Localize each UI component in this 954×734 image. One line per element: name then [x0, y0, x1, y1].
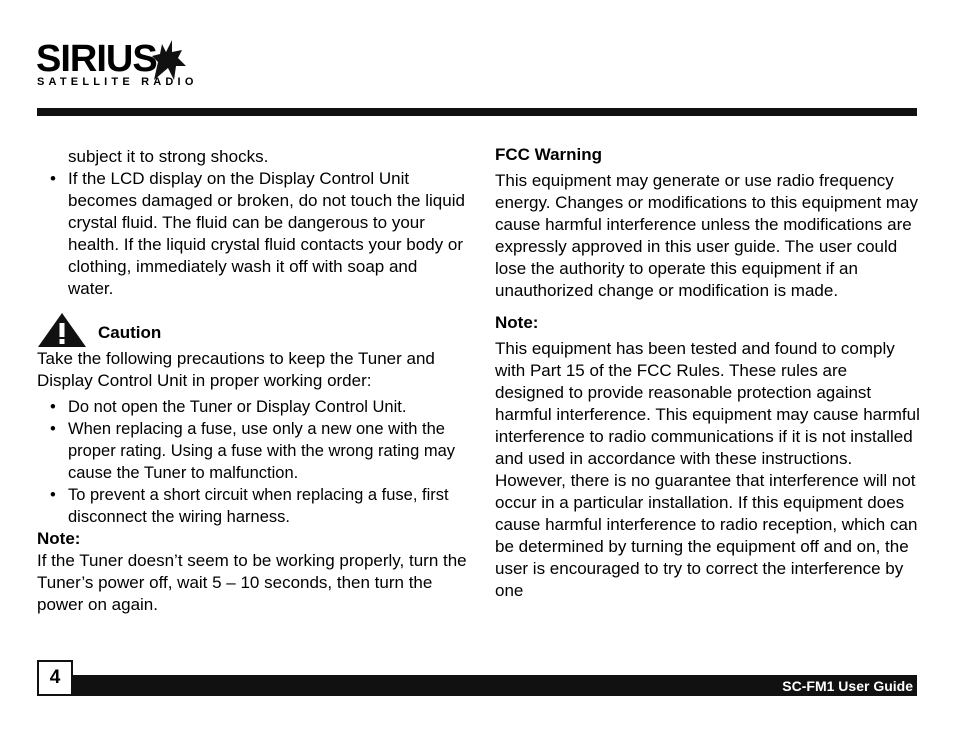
list-item — [37, 168, 467, 300]
bullet-icon: • — [50, 169, 56, 188]
logo-tagline: SATELLITE RADIO — [37, 76, 198, 88]
caution-label: Caution — [98, 323, 162, 342]
bullet-text: Do not open the Tuner or Display Control Unit. — [68, 398, 407, 416]
bullet-text: If the LCD display on the Display Control Unit becomes damaged or broken, do not touch the liquid crystal fluid. The fluid can be dangerous to your health. If the liquid crystal fluid contacts your body or clothing, immediately wash it off with soap and water. — [68, 169, 465, 298]
right-column — [495, 144, 920, 602]
left-column — [37, 146, 467, 616]
bullet-text: When replacing a fuse, use only a new one with the proper rating. Using a fuse with the wrong rating may cause the Tuner to malfunction. — [68, 420, 456, 482]
note-text: This equipment has been tested and found to comply with Part 15 of the FCC Rules. These rules are designed to provide reasonable protection against harmful interference. This equipment may cause harmful interference to radio communications if it is not installed and used in accordance with these instructions. However, there is no guarantee that interference will not occur in a particular installation. If this equipment does cause harmful interference to radio reception, which can be determined by turning the equipment off and on, the user is encouraged to try to correct the interference by one — [495, 339, 920, 600]
warning-triangle-icon — [37, 312, 87, 348]
fcc-text: This equipment may generate or use radio frequency energy. Changes or modifications to this equipment may cause harmful interference unless the modifications are expressly approved in this user guide. The user could lose the authority to operate this equipment if an unauthorized change or modification is made. — [495, 171, 919, 300]
continuation-text: subject it to strong shocks. — [68, 147, 269, 166]
bullet-icon: • — [50, 486, 56, 504]
guide-title: SC-FM1 User Guide — [782, 678, 913, 694]
note-text: If the Tuner doesn’t seem to be working properly, turn the Tuner’s power off, wait 5 – 10 seconds, then turn the power on again. — [37, 551, 467, 614]
sirius-logo — [36, 36, 196, 92]
list-item — [37, 396, 467, 418]
logo-wordmark: SIRIUS — [36, 38, 157, 80]
note-heading: Note: — [495, 313, 539, 332]
bullet-text: To prevent a short circuit when replacing a fuse, first disconnect the wiring harness. — [68, 486, 449, 526]
caution-intro: Take the following precautions to keep the Tuner and Display Control Unit in proper working order: — [37, 349, 435, 390]
list-item — [37, 418, 467, 484]
bullet-icon: • — [50, 420, 56, 438]
fcc-heading: FCC Warning — [495, 145, 603, 164]
list-item — [37, 484, 467, 528]
header-rule — [37, 108, 917, 116]
footer-bar — [73, 675, 917, 696]
page-number: 4 — [37, 660, 73, 696]
note-heading: Note: — [37, 529, 81, 548]
caution-heading — [37, 312, 467, 348]
bullet-icon: • — [50, 398, 56, 416]
